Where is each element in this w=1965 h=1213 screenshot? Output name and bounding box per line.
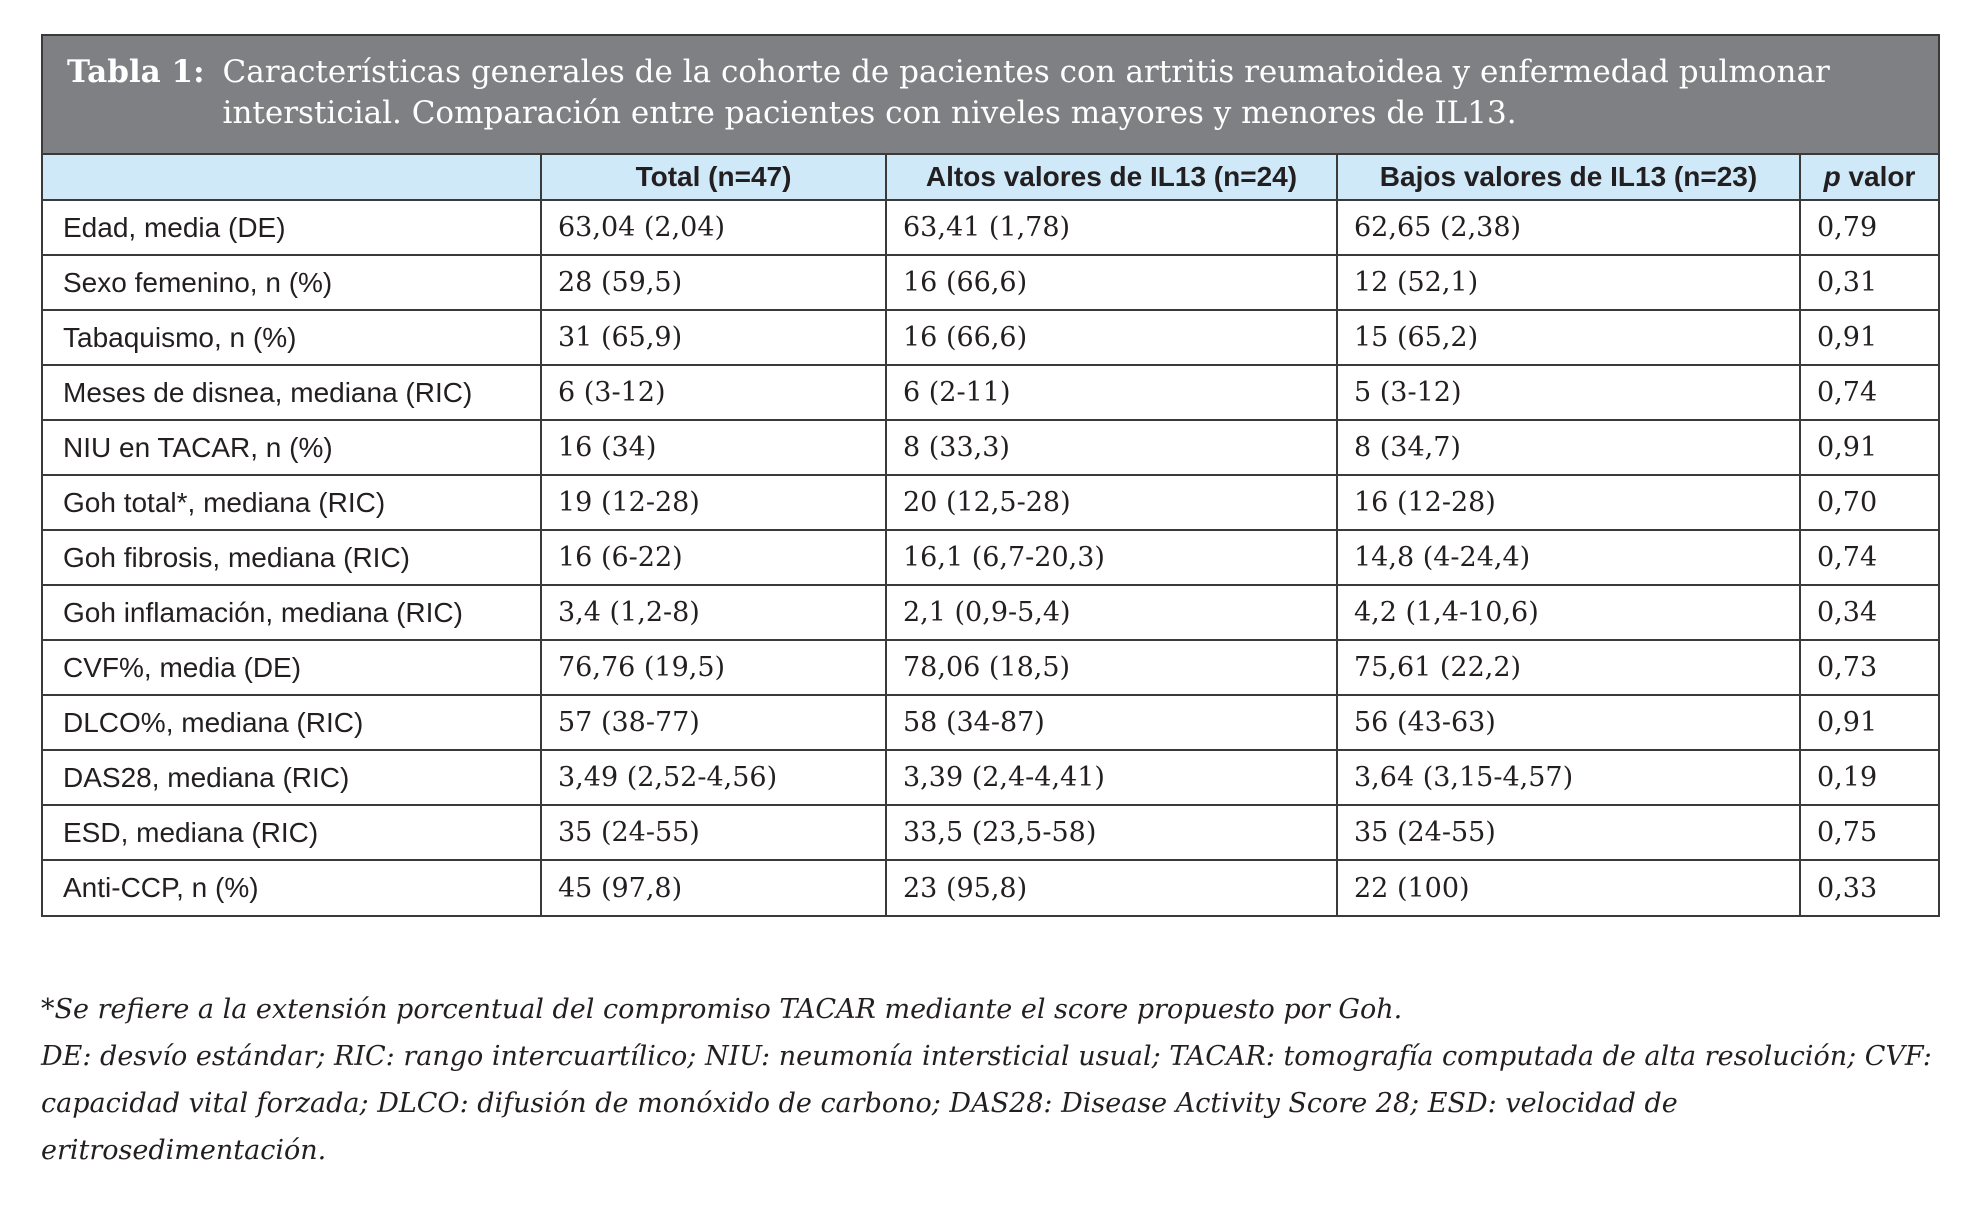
cell-total: 28 (59,5) bbox=[541, 255, 886, 310]
cell-variable: Sexo femenino, n (%) bbox=[43, 255, 541, 310]
cell-bajos: 16 (12-28) bbox=[1337, 475, 1800, 530]
cell-bajos: 75,61 (22,2) bbox=[1337, 640, 1800, 695]
table-row bbox=[43, 640, 1938, 695]
cell-bajos: 12 (52,1) bbox=[1337, 255, 1800, 310]
caption-text: Características generales de la cohorte de pacientes con artritis reumatoidea y enfermedad pulmonar intersticial. Comparación entre pacientes con niveles mayores y menores de IL13. bbox=[222, 54, 1830, 131]
footnotes bbox=[41, 986, 1940, 1174]
cell-altos: 2,1 (0,9-5,4) bbox=[886, 585, 1337, 640]
cell-p-valor: 0,73 bbox=[1800, 640, 1938, 695]
cell-p-valor: 0,91 bbox=[1800, 695, 1938, 750]
table-row bbox=[43, 310, 1938, 365]
cell-total: 19 (12-28) bbox=[541, 475, 886, 530]
cell-total: 63,04 (2,04) bbox=[541, 200, 886, 255]
cell-variable: CVF%, media (DE) bbox=[43, 640, 541, 695]
table-row bbox=[43, 475, 1938, 530]
cell-total: 3,49 (2,52-4,56) bbox=[541, 750, 886, 805]
cell-p-valor: 0,70 bbox=[1800, 475, 1938, 530]
table-body bbox=[43, 200, 1938, 915]
footnote-goh: *Se refiere a la extensión porcentual del compromiso TACAR mediante el score propuesto por Goh. bbox=[41, 994, 1403, 1025]
cell-bajos: 3,64 (3,15-4,57) bbox=[1337, 750, 1800, 805]
cell-altos: 8 (33,3) bbox=[886, 420, 1337, 475]
cell-p-valor: 0,33 bbox=[1800, 860, 1938, 915]
cell-altos: 23 (95,8) bbox=[886, 860, 1337, 915]
cell-total: 6 (3-12) bbox=[541, 365, 886, 420]
cell-p-valor: 0,31 bbox=[1800, 255, 1938, 310]
cell-variable: DAS28, mediana (RIC) bbox=[43, 750, 541, 805]
cell-variable: Meses de disnea, mediana (RIC) bbox=[43, 365, 541, 420]
cell-variable: ESD, mediana (RIC) bbox=[43, 805, 541, 860]
cell-total: 31 (65,9) bbox=[541, 310, 886, 365]
cell-bajos: 15 (65,2) bbox=[1337, 310, 1800, 365]
cell-total: 76,76 (19,5) bbox=[541, 640, 886, 695]
cell-p-valor: 0,34 bbox=[1800, 585, 1938, 640]
cell-variable: Goh inflamación, mediana (RIC) bbox=[43, 585, 541, 640]
cell-altos: 78,06 (18,5) bbox=[886, 640, 1337, 695]
header-altos: Altos valores de IL13 (n=24) bbox=[886, 155, 1337, 200]
data-table-container bbox=[41, 34, 1940, 917]
cell-bajos: 62,65 (2,38) bbox=[1337, 200, 1800, 255]
cell-variable: Tabaquismo, n (%) bbox=[43, 310, 541, 365]
cell-p-valor: 0,19 bbox=[1800, 750, 1938, 805]
header-row bbox=[43, 155, 1938, 200]
cell-bajos: 14,8 (4-24,4) bbox=[1337, 530, 1800, 585]
cell-total: 16 (6-22) bbox=[541, 530, 886, 585]
header-p-valor bbox=[1800, 155, 1938, 200]
characteristics-table bbox=[43, 155, 1938, 915]
footnote-abbreviations: DE: desvío estándar; RIC: rango intercuartílico; NIU: neumonía intersticial usual; TACAR: tomografía computada de alta resolución; CVF: capacidad vital forzada; DLCO: difusión de monóxido de carbono; DAS28: Disease Activity Score 28; ESD: velocidad de eritrosedimentación. bbox=[41, 1041, 1932, 1166]
cell-p-valor: 0,79 bbox=[1800, 200, 1938, 255]
cell-total: 3,4 (1,2-8) bbox=[541, 585, 886, 640]
cell-bajos: 56 (43-63) bbox=[1337, 695, 1800, 750]
cell-variable: NIU en TACAR, n (%) bbox=[43, 420, 541, 475]
cell-p-valor: 0,91 bbox=[1800, 310, 1938, 365]
cell-total: 35 (24-55) bbox=[541, 805, 886, 860]
cell-variable: Goh fibrosis, mediana (RIC) bbox=[43, 530, 541, 585]
cell-altos: 58 (34-87) bbox=[886, 695, 1337, 750]
cell-bajos: 5 (3-12) bbox=[1337, 365, 1800, 420]
cell-p-valor: 0,74 bbox=[1800, 530, 1938, 585]
header-p-letter: p bbox=[1823, 161, 1841, 192]
table-row bbox=[43, 530, 1938, 585]
cell-variable: Goh total*, mediana (RIC) bbox=[43, 475, 541, 530]
table-row bbox=[43, 255, 1938, 310]
header-total: Total (n=47) bbox=[541, 155, 886, 200]
cell-p-valor: 0,75 bbox=[1800, 805, 1938, 860]
cell-altos: 16,1 (6,7-20,3) bbox=[886, 530, 1337, 585]
table-row bbox=[43, 365, 1938, 420]
cell-altos: 33,5 (23,5-58) bbox=[886, 805, 1337, 860]
cell-variable: Edad, media (DE) bbox=[43, 200, 541, 255]
table-row bbox=[43, 695, 1938, 750]
table-caption bbox=[43, 36, 1938, 155]
cell-bajos: 4,2 (1,4-10,6) bbox=[1337, 585, 1800, 640]
table-row bbox=[43, 805, 1938, 860]
table-row bbox=[43, 420, 1938, 475]
cell-total: 57 (38-77) bbox=[541, 695, 886, 750]
cell-total: 45 (97,8) bbox=[541, 860, 886, 915]
cell-altos: 16 (66,6) bbox=[886, 255, 1337, 310]
cell-bajos: 22 (100) bbox=[1337, 860, 1800, 915]
cell-altos: 63,41 (1,78) bbox=[886, 200, 1337, 255]
cell-bajos: 8 (34,7) bbox=[1337, 420, 1800, 475]
cell-variable: DLCO%, mediana (RIC) bbox=[43, 695, 541, 750]
cell-altos: 20 (12,5-28) bbox=[886, 475, 1337, 530]
table-row bbox=[43, 860, 1938, 915]
cell-variable: Anti-CCP, n (%) bbox=[43, 860, 541, 915]
table-row bbox=[43, 750, 1938, 805]
cell-altos: 3,39 (2,4-4,41) bbox=[886, 750, 1337, 805]
caption-label: Tabla 1: bbox=[67, 54, 205, 90]
header-p-word: valor bbox=[1840, 161, 1916, 192]
cell-total: 16 (34) bbox=[541, 420, 886, 475]
table-row bbox=[43, 200, 1938, 255]
cell-bajos: 35 (24-55) bbox=[1337, 805, 1800, 860]
cell-p-valor: 0,74 bbox=[1800, 365, 1938, 420]
header-bajos: Bajos valores de IL13 (n=23) bbox=[1337, 155, 1800, 200]
cell-altos: 6 (2-11) bbox=[886, 365, 1337, 420]
table-row bbox=[43, 585, 1938, 640]
cell-altos: 16 (66,6) bbox=[886, 310, 1337, 365]
cell-p-valor: 0,91 bbox=[1800, 420, 1938, 475]
header-variable bbox=[43, 155, 541, 200]
